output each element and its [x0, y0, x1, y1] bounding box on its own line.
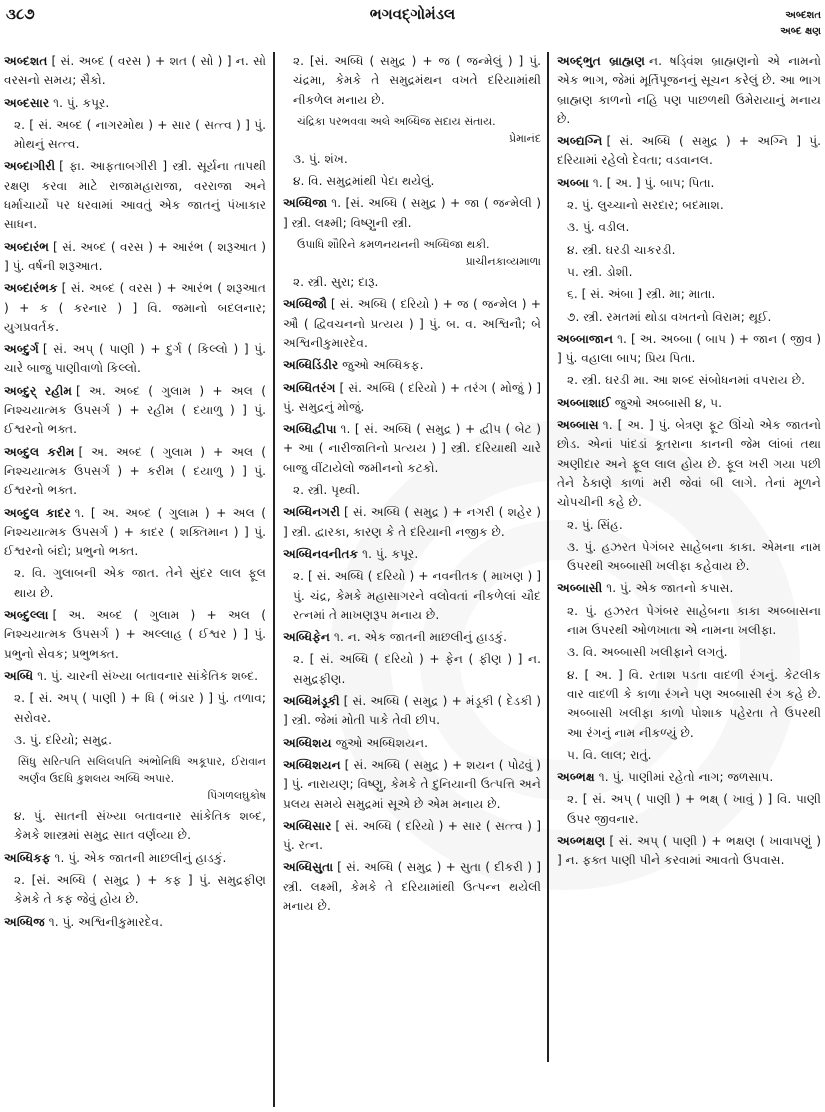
citation-source: પિંગળલઘુકોષ: [207, 789, 266, 803]
headword: અબ્ધિજૌ: [283, 297, 327, 312]
dictionary-entry: [283, 817, 541, 856]
dictionary-entry: [557, 394, 821, 413]
headword: અબ્દ્યગ્નિ: [557, 134, 603, 149]
sense-definition: ૨. સ્ત્રી. સુરા; દારૂ.: [293, 275, 379, 290]
dictionary-entry: [4, 52, 266, 91]
definition: [ સં. અબ્ધિ ( દરિયો ) + સાર ( સત્ત્વ ) ] પું. રત્ન.: [283, 818, 541, 853]
headword: અબ્ભક્ષ: [557, 770, 595, 785]
headword: અબ્ધિસુતા: [283, 860, 334, 875]
definition: [ અ. અબ્દ ( ગુલામ ) + અલ ( નિશ્ચયાત્મક ઉપસર્ગ ) + અલ્લાહ ( ઈશ્વર ) ] પું. પ્રભુનો સેવક; પ્રભુભક્ત.: [4, 608, 266, 661]
dictionary-entry: [557, 174, 821, 193]
definition: ૧. પું. પાણીમાં રહેતો નાગ; જળસાપ.: [598, 770, 774, 785]
sense-definition: ૨. પું. સિંહ.: [567, 517, 623, 532]
definition: [ સં. અબ્ધિ ( સમુદ્ર ) + સુતા ( દીકરી ) ] સ્ત્રી. લક્ષ્મી, કેમકે તે દરિયામાંથી ઉત્પન્ન થયેલી મનાય છે.: [283, 860, 541, 913]
headword: અબ્ધિશયન: [283, 757, 341, 772]
definition: ૧. પું. કપૂર.: [53, 95, 110, 110]
headword: અબ્ધિફેન: [283, 630, 330, 645]
definition: ૧. પું. એક જાતની માછલીનું હાડકું.: [54, 850, 227, 865]
definition: [ સં. અબ્ધિ ( દરિયો ) + તરંગ ( મોજું ) ] પું. સમુદ્રનું મોજું.: [283, 380, 541, 414]
dictionary-entry: [557, 52, 821, 129]
sense-definition: ૨. [સં. અબ્ધિ ( સમુદ્ર ) + કફ ] પું. સમુદ્રફીણ કેમકે તે કફ જેવું હોય છે.: [14, 872, 266, 907]
sense-definition: ૫. સ્ત્રી. ડોશી.: [567, 264, 633, 279]
dictionary-entry: [4, 279, 266, 337]
dictionary-entry: [4, 340, 266, 379]
citation-source: પ્રાચીનકાવ્યમાળા: [465, 255, 541, 269]
dictionary-columns: [0, 52, 825, 1112]
sense-definition: ૩. પું. દરિયો; સમુદ્ર.: [14, 732, 112, 747]
column-2: [283, 52, 541, 1107]
definition: [ સં. અબ્દ ( વરસ ) + શત ( સો ) ] ન. સો વરસનો સમય; સૈકો.: [4, 54, 266, 88]
dictionary-entry: [283, 503, 541, 542]
definition: [ અ. અબ્દ ( ગુલામ ) + અલ ( નિશ્ચયાત્મક ઉપસર્ગ ) + રહીમ ( દયાળુ ) ] પું. ઈશ્વરનો ભક્ત.: [4, 383, 267, 437]
headword: અબ્ધિકફ: [4, 850, 51, 865]
sense-definition: ૨. [ સં. અબ્ધિ ( દરિયો ) + ફેન ( ફીણ ) ] ન. સમુદ્રફીણ.: [293, 652, 541, 686]
running-title: ભગવદ્ગોમંડલ: [369, 5, 456, 23]
sense-definition: ૭. સ્ત્રી. રમતમાં થોડા વખતનો વિરામ; થૂઈ.: [567, 309, 772, 324]
dictionary-entry: [557, 768, 821, 787]
headword: અબ્દુલ્લા: [4, 608, 49, 623]
guide-words: [780, 8, 821, 40]
definition: [ સં. અપ્ ( પાણી ) + ભક્ષણ ( ખાવાપણું ) ] ન. ફક્ત પાણી પીને કરવામાં આવતો ઉપવાસ.: [557, 833, 821, 868]
sense-definition: ૩. પું. શંખ.: [293, 151, 348, 166]
sense-definition: ૪. વિ. સમુદ્રમાંથી પેદા થયેલું.: [293, 174, 435, 189]
dictionary-entry: [4, 913, 266, 932]
headword: અબ્બાજાન: [557, 331, 614, 346]
headword: અબ્ધિમંડૂકી: [283, 694, 340, 709]
definition: ૧. પું. કપૂર.: [362, 546, 419, 561]
definition: ૧. ન. એક જાતની માછલીનું હાડકું.: [334, 630, 507, 645]
sense-definition: ૨. પું. લુચ્ચાનો સરદાર; બદમાશ.: [567, 198, 724, 213]
page-header: [0, 0, 825, 50]
definition: ૧. [સં. અબ્ધિ ( સમુદ્ર ) + જા ( જન્મેલી ) ] સ્ત્રી. લક્ષ્મી; વિષ્ણુની સ્ત્રી.: [283, 196, 541, 230]
definition: ૧. પું. ચારની સંખ્યા બતાવનાર સાંકેતિક શબ્દ.: [37, 668, 259, 683]
definition: ૧. [ અ. ] પું. બાપ; પિતા.: [592, 175, 715, 190]
citation-source: પ્રેમાનંદ: [509, 131, 541, 145]
headword: અબ્બાસ: [557, 418, 599, 433]
sense-definition: ૪. પું. સાતની સંખ્યા બતાવનાર સાંકેતિક શબ્દ, કેમકે શાસ્ત્રમાં સમુદ્ર સાત વર્ણવ્યા છે.: [14, 809, 266, 843]
definition: ન. ષડ્વિંશ બ્રાહ્મણનો એ નામનો એક ભાગ, જેમાં મૂર્તિપૂજનનું સૂચન કરેલું છે. આ ભાગ બ્રાહ્મણ કાળનો નહિ પણ પાછળથી ઉમેરાયાનું મનાય છે.: [557, 54, 821, 126]
headword: અબ્બા: [557, 175, 589, 190]
headword: અબ્દુર્ગ: [4, 342, 39, 357]
dictionary-entry: [4, 504, 266, 562]
dictionary-entry: [4, 443, 266, 501]
definition: જુઓ અબ્બાસી ૪, ૫.: [614, 395, 722, 410]
page-number: ૩૮૭: [6, 5, 35, 23]
definition: ૧. [ અ. ] પું. બેત્રણ ફૂટ ઊંચો એક જાતનો છોડ. એનાં પાંદડાં કૂતરાના કાનની જેમ લાંબાં તથા અણીદાર અને ફૂલ લાલ હોય છે. ફૂલ ખરી ગયા પછી તેને ઠેકાણે કાળાં મરી જેવાં બી લાગે. તેનાં મૂળને ચોપચીની કહે છે.: [557, 418, 821, 510]
definition: [ સં. અબ્ધિ ( સમુદ્ર ) + મંડૂકી ( દેડકી ) ] સ્ત્રી. જેમાં મોતી પાકે તેવી છીપ.: [283, 694, 541, 728]
definition: ૧. [ અ. અબ્બા ( બાપ ) + જાન ( જીવ ) ] પું. વહાલા બાપ; પ્રિય પિતા.: [557, 331, 821, 366]
definition: [ સં. અપ્ ( પાણી ) + દુર્ગ ( કિલ્લો ) ] પું. ચારે બાજુ પાણીવાળો કિલ્લો.: [4, 342, 266, 376]
headword: અબ્દસાર: [4, 95, 50, 110]
guide-word-last: અબ્દ ક્ષણ: [780, 26, 821, 37]
dictionary-entry: [283, 734, 541, 753]
headword: અબ્ધિનગરી: [283, 505, 340, 520]
sense-definition: ૪. [ અ. ] વિ. રતાશ પડતા વાદળી રંગનું. કેટલીક વાર વાદળી કે કાળા રંગને પણ અબ્બાસી રંગ કહે છે. અબ્બાસી ખલીફા કાળો પોશાક પહેરતા તે ઉપરથી આ રંગનું નામ નીકળ્યું છે.: [567, 667, 821, 740]
sense-definition: ૨. સ્ત્રી. ઘરડી મા. આ શબ્દ સંબોધનમાં વપરાય છે.: [567, 373, 806, 388]
dictionary-entry: [4, 849, 266, 868]
headword: અબ્ધિનવનીતક: [283, 546, 359, 561]
sense-definition: ૨. વિ. ગુલાબની એક જાત. તેને સુંદર લાલ ફૂલ થાય છે.: [14, 566, 266, 600]
sense-definition: ૨. [ સં. અપ્ ( પાણી ) + ભક્ષ્ ( ખાવું ) ] વિ. પાણી ઉપર જીવનાર.: [567, 792, 821, 826]
dictionary-entry: [283, 858, 541, 916]
headword: અબ્ધિ: [4, 668, 34, 683]
dictionary-entry: [4, 157, 266, 234]
definition: ૧. [ અ. અબ્દ ( ગુલામ ) + અલ ( નિશ્ચયાત્મક ઉપસર્ગ ) + કાદર ( શક્તિમાન ) ] પું. ઈશ્વરનો બંદો; પ્રભુનો ભક્ત.: [4, 505, 266, 559]
headword: અબ્ધિસાર: [283, 818, 332, 833]
dictionary-entry: [557, 330, 821, 369]
dictionary-entry: [557, 416, 821, 512]
dictionary-entry: [283, 295, 541, 353]
headword: અબ્દુર્ રહીમ: [4, 383, 72, 398]
definition: [ ફા. આફતાબગીરી ] સ્ત્રી. સૂર્યના તાપથી રક્ષણ કરવા માટે રાજામહારાજા, વરરાજા અને ધર્માચાર્યો પર ધરવામાં આવતું એક જાતનું પંખાકાર સાધન.: [4, 159, 266, 232]
headword: અબ્ધિડિંડીર: [283, 358, 339, 373]
quotation: ચંદ્રિકા પરભવવા અલે અબ્ધિજ સદાય સંતાય.: [297, 114, 496, 128]
headword: અબ્દ્ભુત બ્રાહ્મણ: [557, 54, 645, 68]
definition: [ અ. અબ્દ ( ગુલામ ) + અલ ( નિશ્ચયાત્મક ઉપસર્ગ ) + કરીમ ( દયાળુ ) ] પું. ઈશ્વરનો ભક્ત.: [4, 444, 266, 498]
dictionary-entry: [4, 667, 266, 686]
quotation: સિંધુ સરિત્પતિ સલિલપતિ અંભોનિધિ અકૂપાર, ઈરાવાન અર્ણવ ઉદધિ કુશલય અબ્ધિ અપાર.: [18, 755, 266, 786]
sense-definition: ૩. વિ. અબ્બાસી ખલીફાને લગતું.: [567, 645, 728, 660]
dictionary-entry: [557, 579, 821, 598]
headword: અબ્બાશાઈ: [557, 395, 611, 410]
dictionary-entry: [283, 756, 541, 814]
sense-definition: ૫. વિ. લાલ; રાતું.: [567, 747, 652, 762]
dictionary-entry: [283, 692, 541, 731]
guide-word-first: અબ્દશત: [785, 10, 821, 21]
definition: ૧. પું. એક જાતનો કપાસ.: [606, 581, 734, 596]
headword: અબ્બાસી: [557, 581, 603, 596]
headword: અબ્દારંભક: [4, 281, 58, 296]
sense-definition: ૨. [ સં. અબ્દ ( નાગરમોથ ) + સાર ( સત્ત્વ ) ] પું. મોથનું સત્ત્વ.: [14, 117, 266, 152]
headword: અબ્ધિશય: [283, 735, 332, 750]
definition: [ સં. અબ્ધિ ( સમુદ્ર ) + નગરી ( શહેર ) ] સ્ત્રી. દ્વારકા, કારણ કે તે દરિયાની નજીક છે.: [283, 505, 541, 539]
definition: જુઓ અબ્ધિશયન.: [335, 735, 429, 750]
definition: [ સં. અબ્ધિ ( સમુદ્ર ) + શયન ( પોઢવું ) ] પું. નારાયણ; વિષ્ણુ, કેમકે તે દુનિયાની ઉત્પત્તિ અને પ્રલય સમયે સમુદ્રમાં સૂએ છે એમ મનાય છે.: [283, 757, 541, 811]
dictionary-entry: [283, 420, 541, 478]
definition: ૧. પું. અશ્વિનીકુમારદેવ.: [48, 914, 163, 929]
definition: ૧. [ સં. અબ્ધિ ( સમુદ્ર ) + દ્વીપ ( બેટ ) + આ ( નારીજાતિનો પ્રત્યય ) ] સ્ત્રી. દરિયાથી ચારે બાજુ વીંટાયેલો જમીનનો કટકો.: [283, 422, 541, 475]
column-3: [557, 52, 821, 1107]
sense-definition: ૩. પું. વડીલ.: [567, 220, 630, 235]
sense-definition: ૨. [ સં. અપ્ ( પાણી ) + ધિ ( ભંડાર ) ] પું. તળાવ; સરોવર.: [14, 691, 266, 725]
dictionary-entry: [4, 606, 266, 664]
headword: અબ્ધિતરંગ: [283, 380, 336, 395]
dictionary-entry: [557, 832, 821, 871]
column-divider: [547, 52, 549, 1062]
headword: અબ્દશત: [4, 54, 48, 68]
sense-definition: ૪. સ્ત્રી. ઘરડી ચાકરડી.: [567, 242, 676, 257]
headword: અબ્ભક્ષણ: [557, 833, 606, 848]
dictionary-entry: [283, 356, 541, 375]
definition: [ સં. અબ્દ ( વરસ ) + આરંભ ( શરૂઆત ) ] પું. વર્ષની શરૂઆત.: [4, 239, 266, 273]
dictionary-entry: [283, 628, 541, 647]
headword: અબ્દાગીરી: [4, 159, 56, 174]
headword: અબ્ધિદ્વીપા: [283, 422, 337, 437]
dictionary-entry: [4, 238, 266, 277]
sense-definition: ૨. [સં. અબ્ધિ ( સમુદ્ર ) + જ ( જન્મેલું ) ] પું. ચંદ્રમા, કેમકે તે સમુદ્રમંથન વખતે દરિયામાંથી નીકળેલ મનાય છે.: [293, 54, 541, 107]
dictionary-entry: [283, 379, 541, 418]
definition: [ સં. અબ્દ ( વરસ ) + આરંભ ( શરૂઆત ) + ક ( કરનાર ) ] વિ. જમાનો બદલનાર; યુગપ્રવર્તક.: [4, 281, 266, 334]
sense-definition: ૨. પું. હઝરત પેગંબર સાહેબના કાકા અબ્બાસના નામ ઉપરથી ઓળખાતા એ નામના ખલીફા.: [567, 603, 821, 638]
sense-definition: ૩. પું. હઝરત પેગંબર સાહેબના કાકા. એમના નામ ઉપરથી અબ્બાસી ખલીફા કહેવાય છે.: [567, 539, 821, 574]
column-1: [4, 52, 266, 1107]
sense-definition: ૨. સ્ત્રી. પૃથ્વી.: [293, 483, 360, 498]
quotation: ઉપાધિ શૌરિને કમળનયનની અબ્ધિજા થકી.: [297, 238, 490, 252]
column-divider: [273, 52, 275, 1107]
definition: જુઓ અબ્ધિકફ.: [342, 358, 424, 373]
definition: [ સં. અબ્ધિ ( સમુદ્ર ) + અગ્નિ ] પું. દરિયામાં રહેલો દેવતા; વડવાનલ.: [557, 134, 821, 168]
headword: અબ્ધિજ: [4, 914, 45, 929]
dictionary-entry: [283, 545, 541, 564]
headword: અબ્દારંભ: [4, 239, 49, 254]
sense-definition: ૨. [ સં. અબ્ધિ ( દરિયો ) + નવનીતક ( માખણ ) ] પું. ચંદ્ર, કેમકે મહાસાગરને વલોવતાં નીકળેલાં ચૌદ રત્નમાં તે માખણરૂપ મનાય છે.: [293, 569, 541, 622]
sense-definition: ૬. [ સં. અંબા ] સ્ત્રી. મા; માતા.: [567, 287, 716, 302]
headword: અબ્દુલ કાદર: [4, 505, 71, 520]
dictionary-entry: [557, 132, 821, 171]
dictionary-entry: [4, 382, 266, 440]
dictionary-entry: [283, 194, 541, 233]
headword: અબ્દુલ કરીમ: [4, 444, 75, 459]
dictionary-entry: [4, 94, 266, 113]
headword: અબ્ધિજા: [283, 196, 328, 211]
definition: [ સં. અબ્ધિ ( દરિયો ) + જ ( જન્મેલ ) + ઔ ( દ્વિવચનનો પ્રત્યય ) ] પું. બ. વ. અશ્વિનૌ; બે અશ્વિનીકુમારદેવ.: [283, 297, 541, 350]
